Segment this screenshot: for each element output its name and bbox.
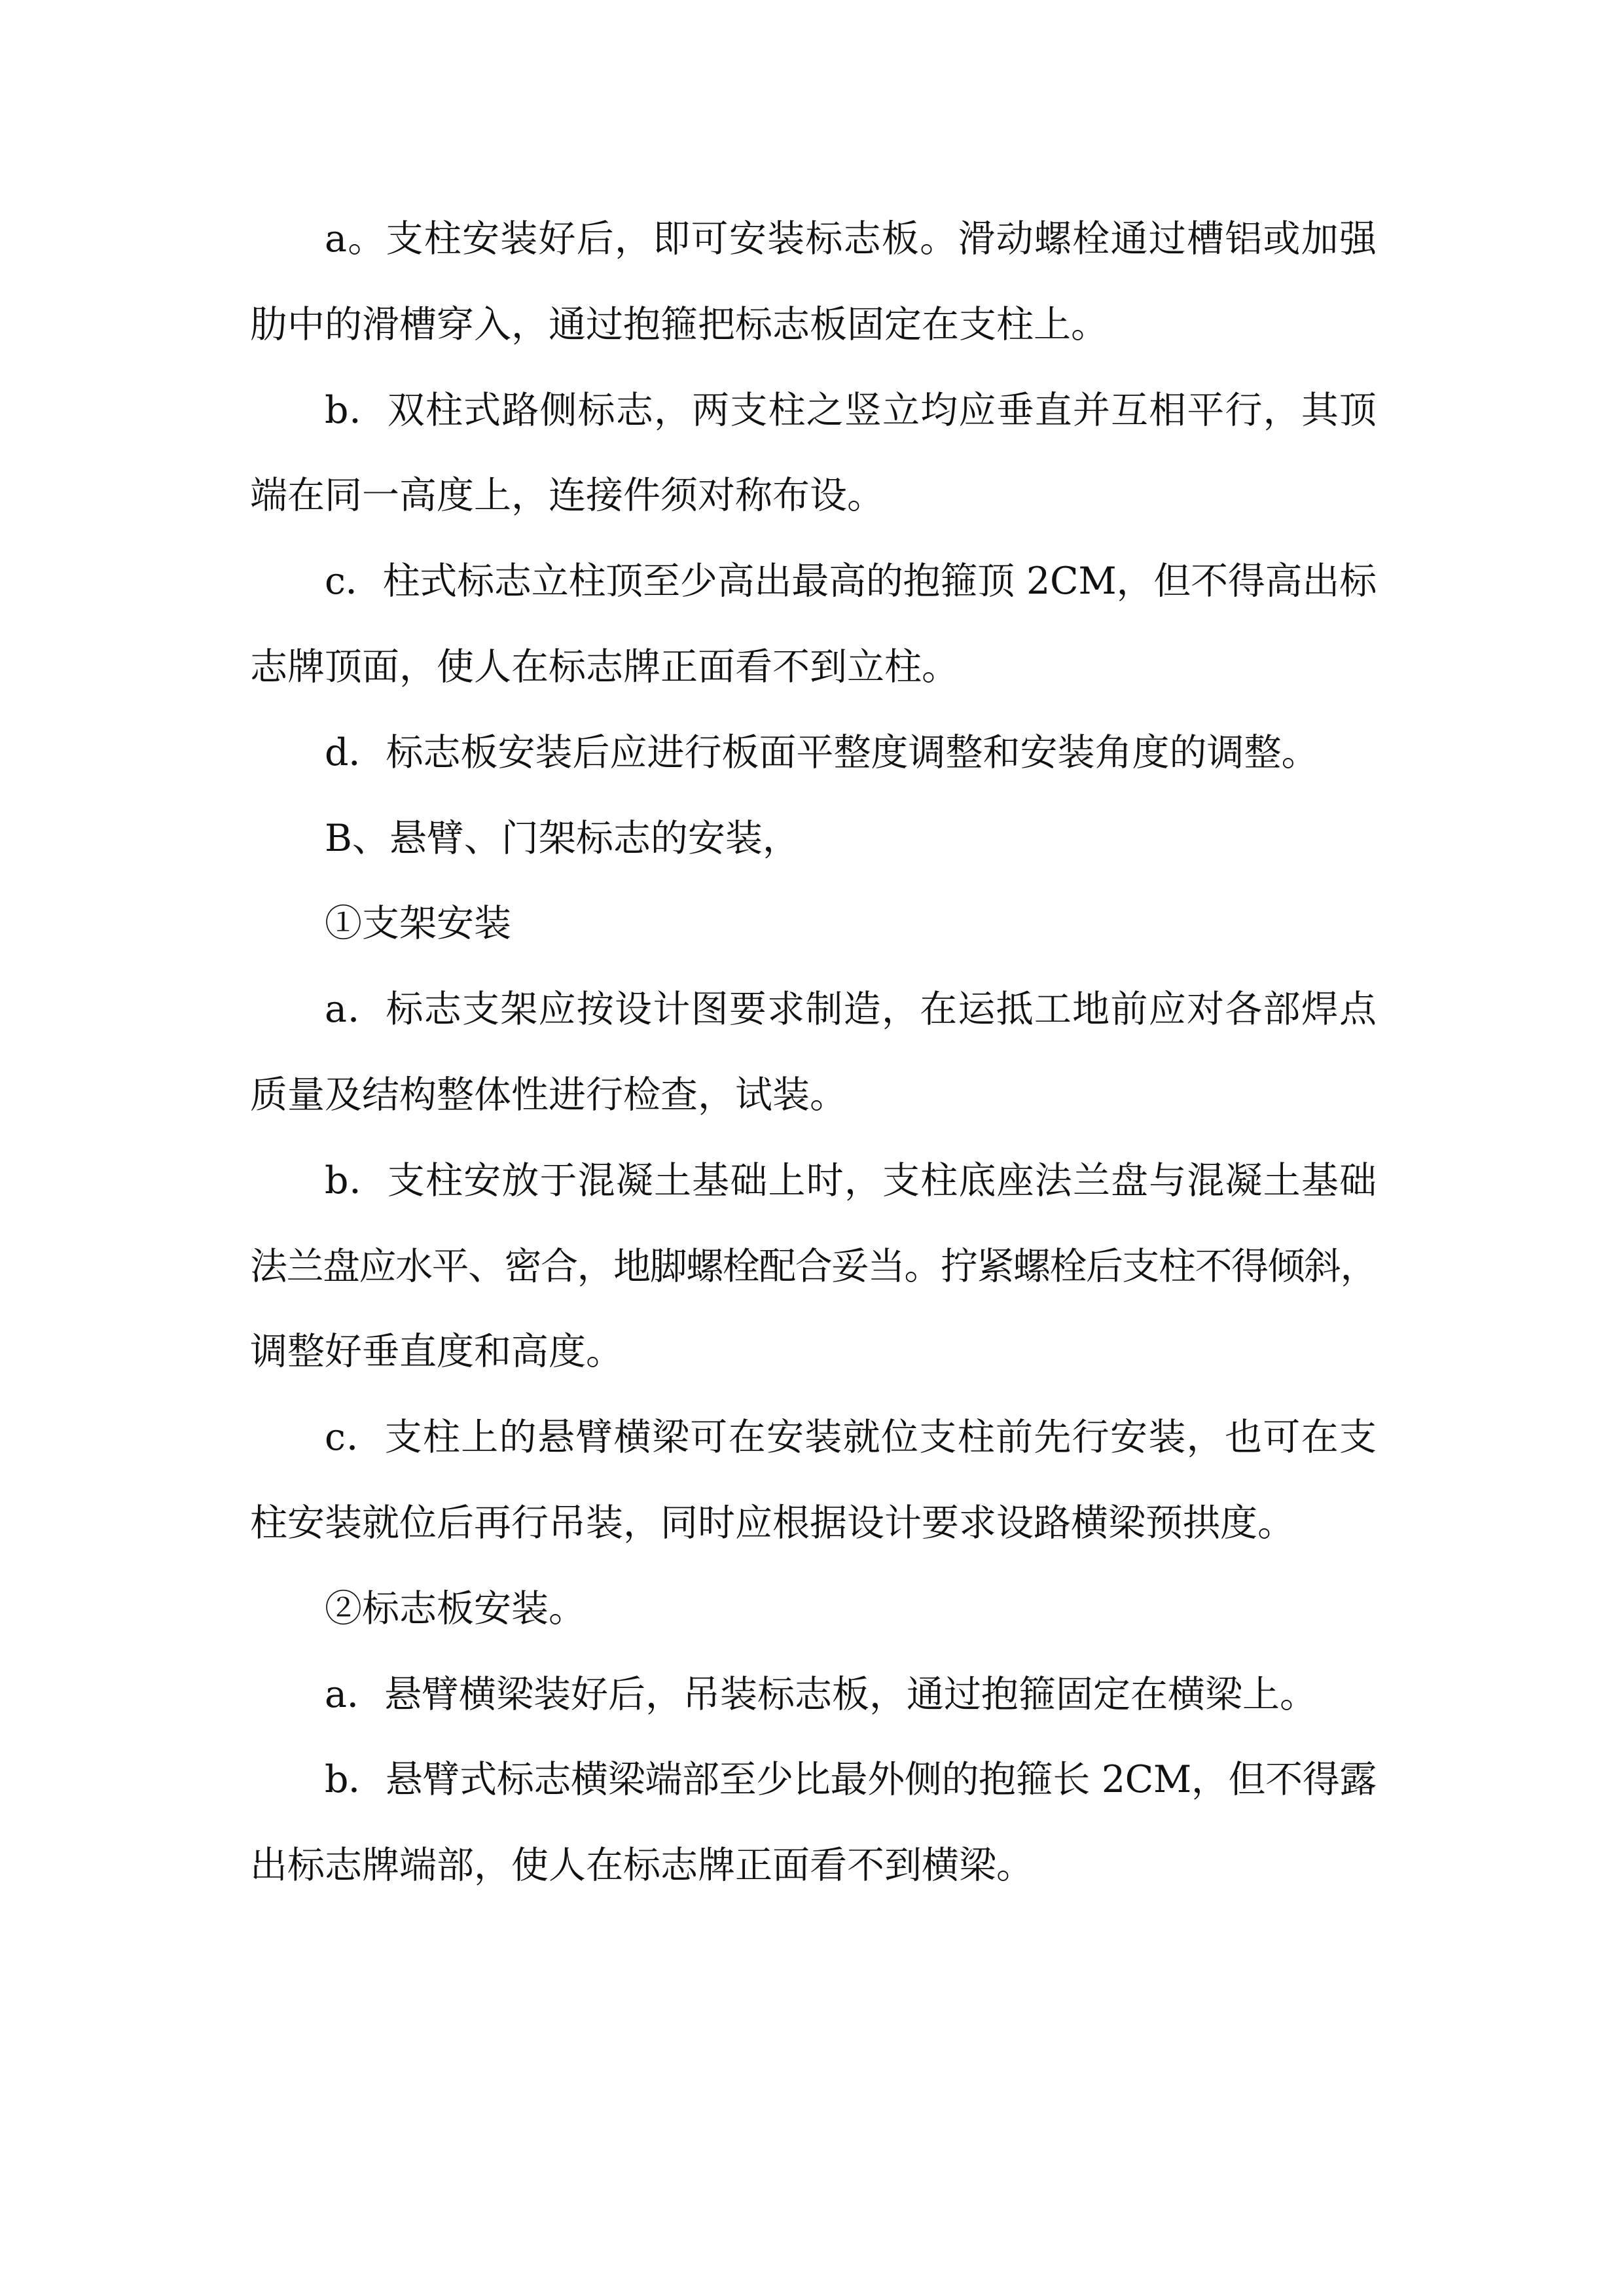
subheading-bracket-install <box>250 881 1377 967</box>
paragraph-line: c．柱式标志立柱顶至少高出最高的抱箍顶 2CM，但不得高出标 <box>325 560 1377 603</box>
paragraph-line: a．悬臂横梁装好后，吊装标志板，通过抱箍固定在横梁上。 <box>325 1672 1317 1716</box>
paragraph-line: d．标志板安装后应进行板面平整度调整和安装角度的调整。 <box>325 730 1319 774</box>
paragraph-line: c．支柱上的悬臂横梁可在安装就位支柱前先行安装，也可在支 <box>325 1416 1377 1460</box>
paragraph-double-column-sign <box>250 368 1377 539</box>
paragraph-board-adjustment <box>250 710 1377 796</box>
paragraph-column-foundation <box>250 1138 1377 1395</box>
paragraph-hoist-sign-board <box>250 1652 1377 1738</box>
paragraph-line: 出标志牌端部，使人在标志牌正面看不到横梁。 <box>250 1844 1034 1888</box>
paragraph-line: a．标志支架应按设计图要求制造，在运抵工地前应对各部焊点 <box>325 988 1377 1031</box>
paragraph-line: b．双柱式路侧标志，两支柱之竖立均应垂直并互相平行，其顶 <box>325 388 1377 432</box>
paragraph-line: 柱安装就位后再行吊装，同时应根据设计要求设路横梁预拱度。 <box>250 1501 1295 1545</box>
paragraph-line: b．悬臂式标志横梁端部至少比最外侧的抱箍长 2CM，但不得露 <box>325 1758 1377 1802</box>
paragraph-line: B、悬臂、门架标志的安装， <box>325 816 800 860</box>
paragraph-line: ①支架安装 <box>325 902 511 946</box>
paragraph-column-top-height <box>250 539 1377 710</box>
paragraph-line: 质量及结构整体性进行检查，试装。 <box>250 1073 847 1117</box>
paragraph-line: 志牌顶面，使人在标志牌正面看不到立柱。 <box>250 645 959 689</box>
paragraph-beam-end-length <box>250 1737 1377 1909</box>
paragraph-line: a。支柱安装好后，即可安装标志板。滑动螺栓通过槽铝或加强 <box>325 217 1377 260</box>
paragraph-line: 端在同一高度上，连接件须对称布设。 <box>250 474 884 518</box>
paragraph-line: b．支柱安放于混凝土基础上时，支柱底座法兰盘与混凝土基础 <box>325 1158 1377 1202</box>
subheading-sign-board-install <box>250 1566 1377 1652</box>
paragraph-bracket-manufacture <box>250 967 1377 1138</box>
paragraph-sign-board-install <box>250 196 1377 368</box>
document-body <box>250 196 1377 1909</box>
paragraph-cantilever-beam <box>250 1395 1377 1566</box>
paragraph-line: ②标志板安装。 <box>325 1587 586 1630</box>
paragraph-line: 肋中的滑槽穿入，通过抱箍把标志板固定在支柱上。 <box>250 302 1108 346</box>
paragraph-line: 调整好垂直度和高度。 <box>250 1330 623 1374</box>
section-heading-cantilever-gantry <box>250 796 1377 882</box>
paragraph-line: 法兰盘应水平、密合，地脚螺栓配合妥当。拧紧螺栓后支柱不得倾斜， <box>250 1244 1377 1288</box>
